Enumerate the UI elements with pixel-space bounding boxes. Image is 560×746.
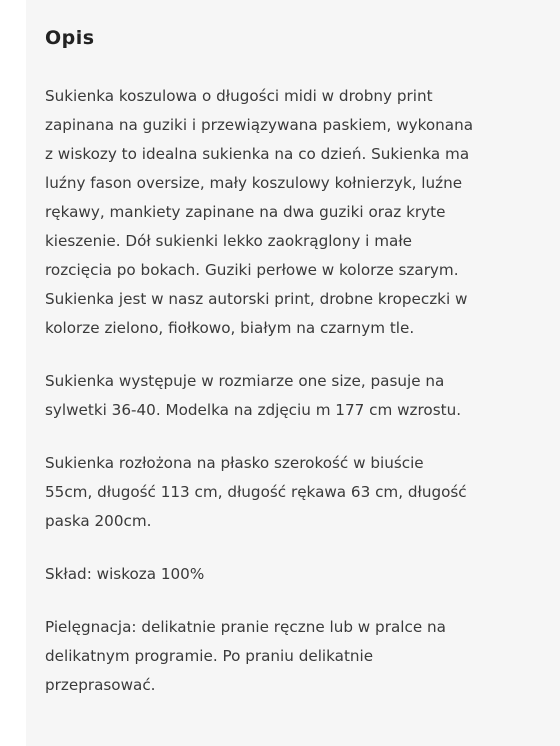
description-content: [45, 82, 545, 724]
section-title: Opis: [45, 27, 95, 49]
description-paragraph-care: Pielęgnacja: delikatnie pranie ręczne lub w pralce na delikatnym programie. Po praniu delikatnie przeprasować.: [45, 618, 446, 694]
description-paragraph-measurements: Sukienka rozłożona na płasko szerokość w biuście 55cm, długość 113 cm, długość rękawa 63 cm, długość paska 200cm.: [45, 454, 467, 530]
description-paragraph-composition: Skład: wiskoza 100%: [45, 565, 205, 583]
description-paragraph-size: Sukienka występuje w rozmiarze one size, pasuje na sylwetki 36-40. Modelka na zdjęciu m 177 cm wzrostu.: [45, 372, 462, 419]
description-paragraph-style: Sukienka koszulowa o długości midi w drobny print zapinana na guziki i przewiązywana paskiem, wykonana z wiskozy to idealna sukienka na co dzień. Sukienka ma luźny fason oversize, mały koszulowy kołnierzyk, luźne rękawy, mankiety zapinane na dwa guziki oraz kryte kieszenie. Dół sukienki lekko zaokrąglony i małe rozcięcia po bokach. Guziki perłowe w kolorze szarym. Sukienka jest w nasz autorski print, drobne kropeczki w kolorze zielono, fiołkowo, białym na czarnym tle.: [45, 87, 474, 337]
